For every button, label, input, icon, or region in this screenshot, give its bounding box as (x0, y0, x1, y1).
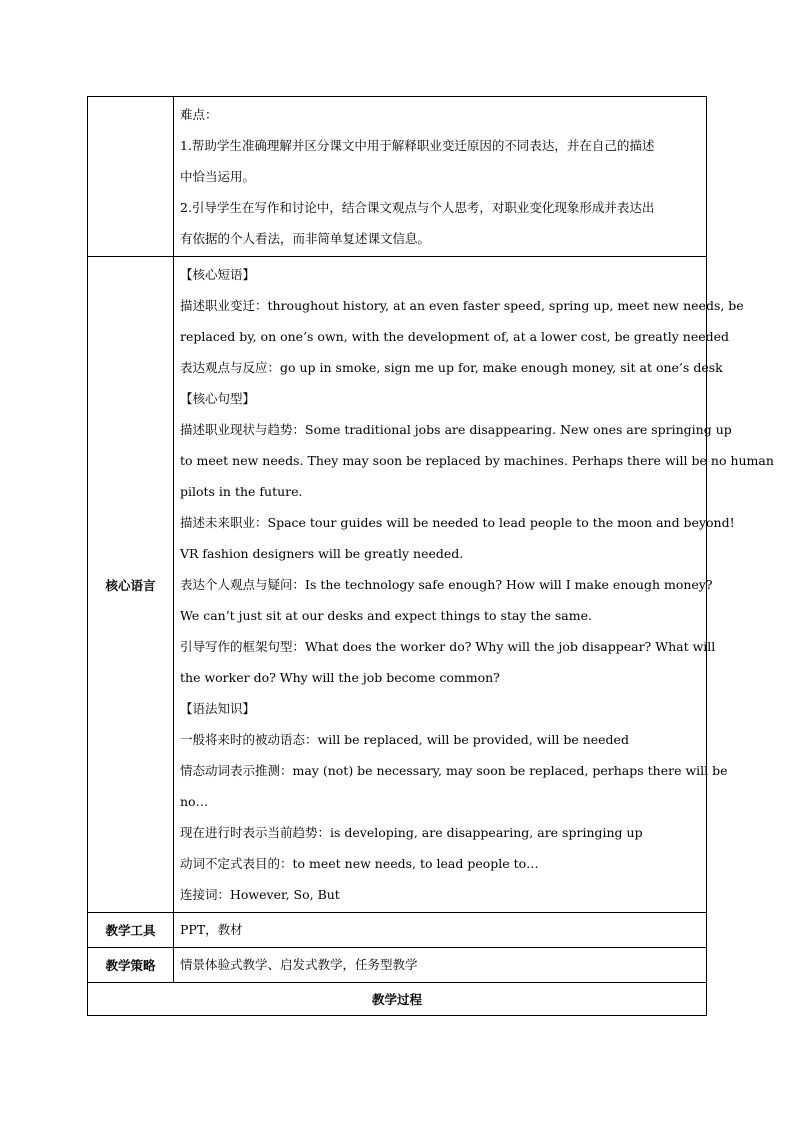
strategy-content (174, 948, 707, 983)
table-row-strategy (88, 948, 707, 983)
text-line: VR fashion designers will be greatly needed. (180, 546, 464, 561)
table-row-process (88, 983, 707, 1016)
text-line: 现在进行时表示当前趋势：is developing, are disappearing, are springing up (180, 825, 643, 840)
section-heading: 【核心句型】 (180, 391, 256, 406)
text-line: 2.引导学生在写作和讨论中，结合课文观点与个人思考，对职业变化现象形成并表达出 (180, 200, 655, 215)
text-line: 情态动词表示推测：may (not) be necessary, may soon be replaced, perhaps there will be (180, 763, 728, 778)
section-heading: 【语法知识】 (180, 701, 256, 716)
lesson-plan-table (87, 96, 774, 1016)
process-heading: 教学过程 (88, 983, 707, 1016)
text-line: 描述职业变迁：throughout history, at an even faster speed, spring up, meet new needs, be (180, 298, 744, 313)
text-line: no… (180, 794, 209, 809)
text-line: We can’t just sit at our desks and expect things to stay the same. (180, 608, 592, 623)
text-line: 描述职业现状与趋势：Some traditional jobs are disappearing. New ones are springing up (180, 422, 732, 437)
text-line: to meet new needs. They may soon be replaced by machines. Perhaps there will be no human (180, 453, 774, 468)
core-language-content (174, 257, 774, 913)
text-line: 动词不定式表目的：to meet new needs, to lead people to… (180, 856, 539, 871)
difficulty-content (174, 97, 707, 257)
tools-value: PPT，教材 (180, 922, 243, 937)
tools-content (174, 913, 707, 948)
text-line: pilots in the future. (180, 484, 303, 499)
text-line: 有依据的个人看法，而非简单复述课文信息。 (180, 231, 431, 246)
row-label-tools: 教学工具 (88, 913, 174, 948)
text-line: 连接词：However, So, But (180, 887, 340, 902)
text-line: 表达个人观点与疑问：Is the technology safe enough? How will I make enough money? (180, 577, 713, 592)
table-row-tools (88, 913, 707, 948)
text-line: 难点： (180, 107, 218, 122)
strategy-value: 情景体验式教学、启发式教学，任务型教学 (180, 957, 418, 972)
table-row-core-language (88, 257, 707, 913)
text-line: 引导写作的框架句型：What does the worker do? Why will the job disappear? What will (180, 639, 716, 654)
section-heading: 【核心短语】 (180, 267, 256, 282)
row-label-core-language: 核心语言 (88, 257, 174, 913)
text-line: 中恰当运用。 (180, 169, 256, 184)
row-label-strategy: 教学策略 (88, 948, 174, 983)
text-line: 描述未来职业：Space tour guides will be needed to lead people to the moon and beyond! (180, 515, 735, 530)
text-line: 表达观点与反应：go up in smoke, sign me up for, make enough money, sit at one’s desk (180, 360, 723, 375)
row-label-difficulty (88, 97, 174, 257)
text-line: 1.帮助学生准确理解并区分课文中用于解释职业变迁原因的不同表达，并在自己的描述 (180, 138, 655, 153)
text-line: the worker do? Why will the job become common? (180, 670, 500, 685)
text-line: replaced by, on one’s own, with the development of, at a lower cost, be greatly needed (180, 329, 730, 344)
text-line: 一般将来时的被动语态：will be replaced, will be provided, will be needed (180, 732, 629, 747)
table-row-difficulty (88, 97, 707, 257)
